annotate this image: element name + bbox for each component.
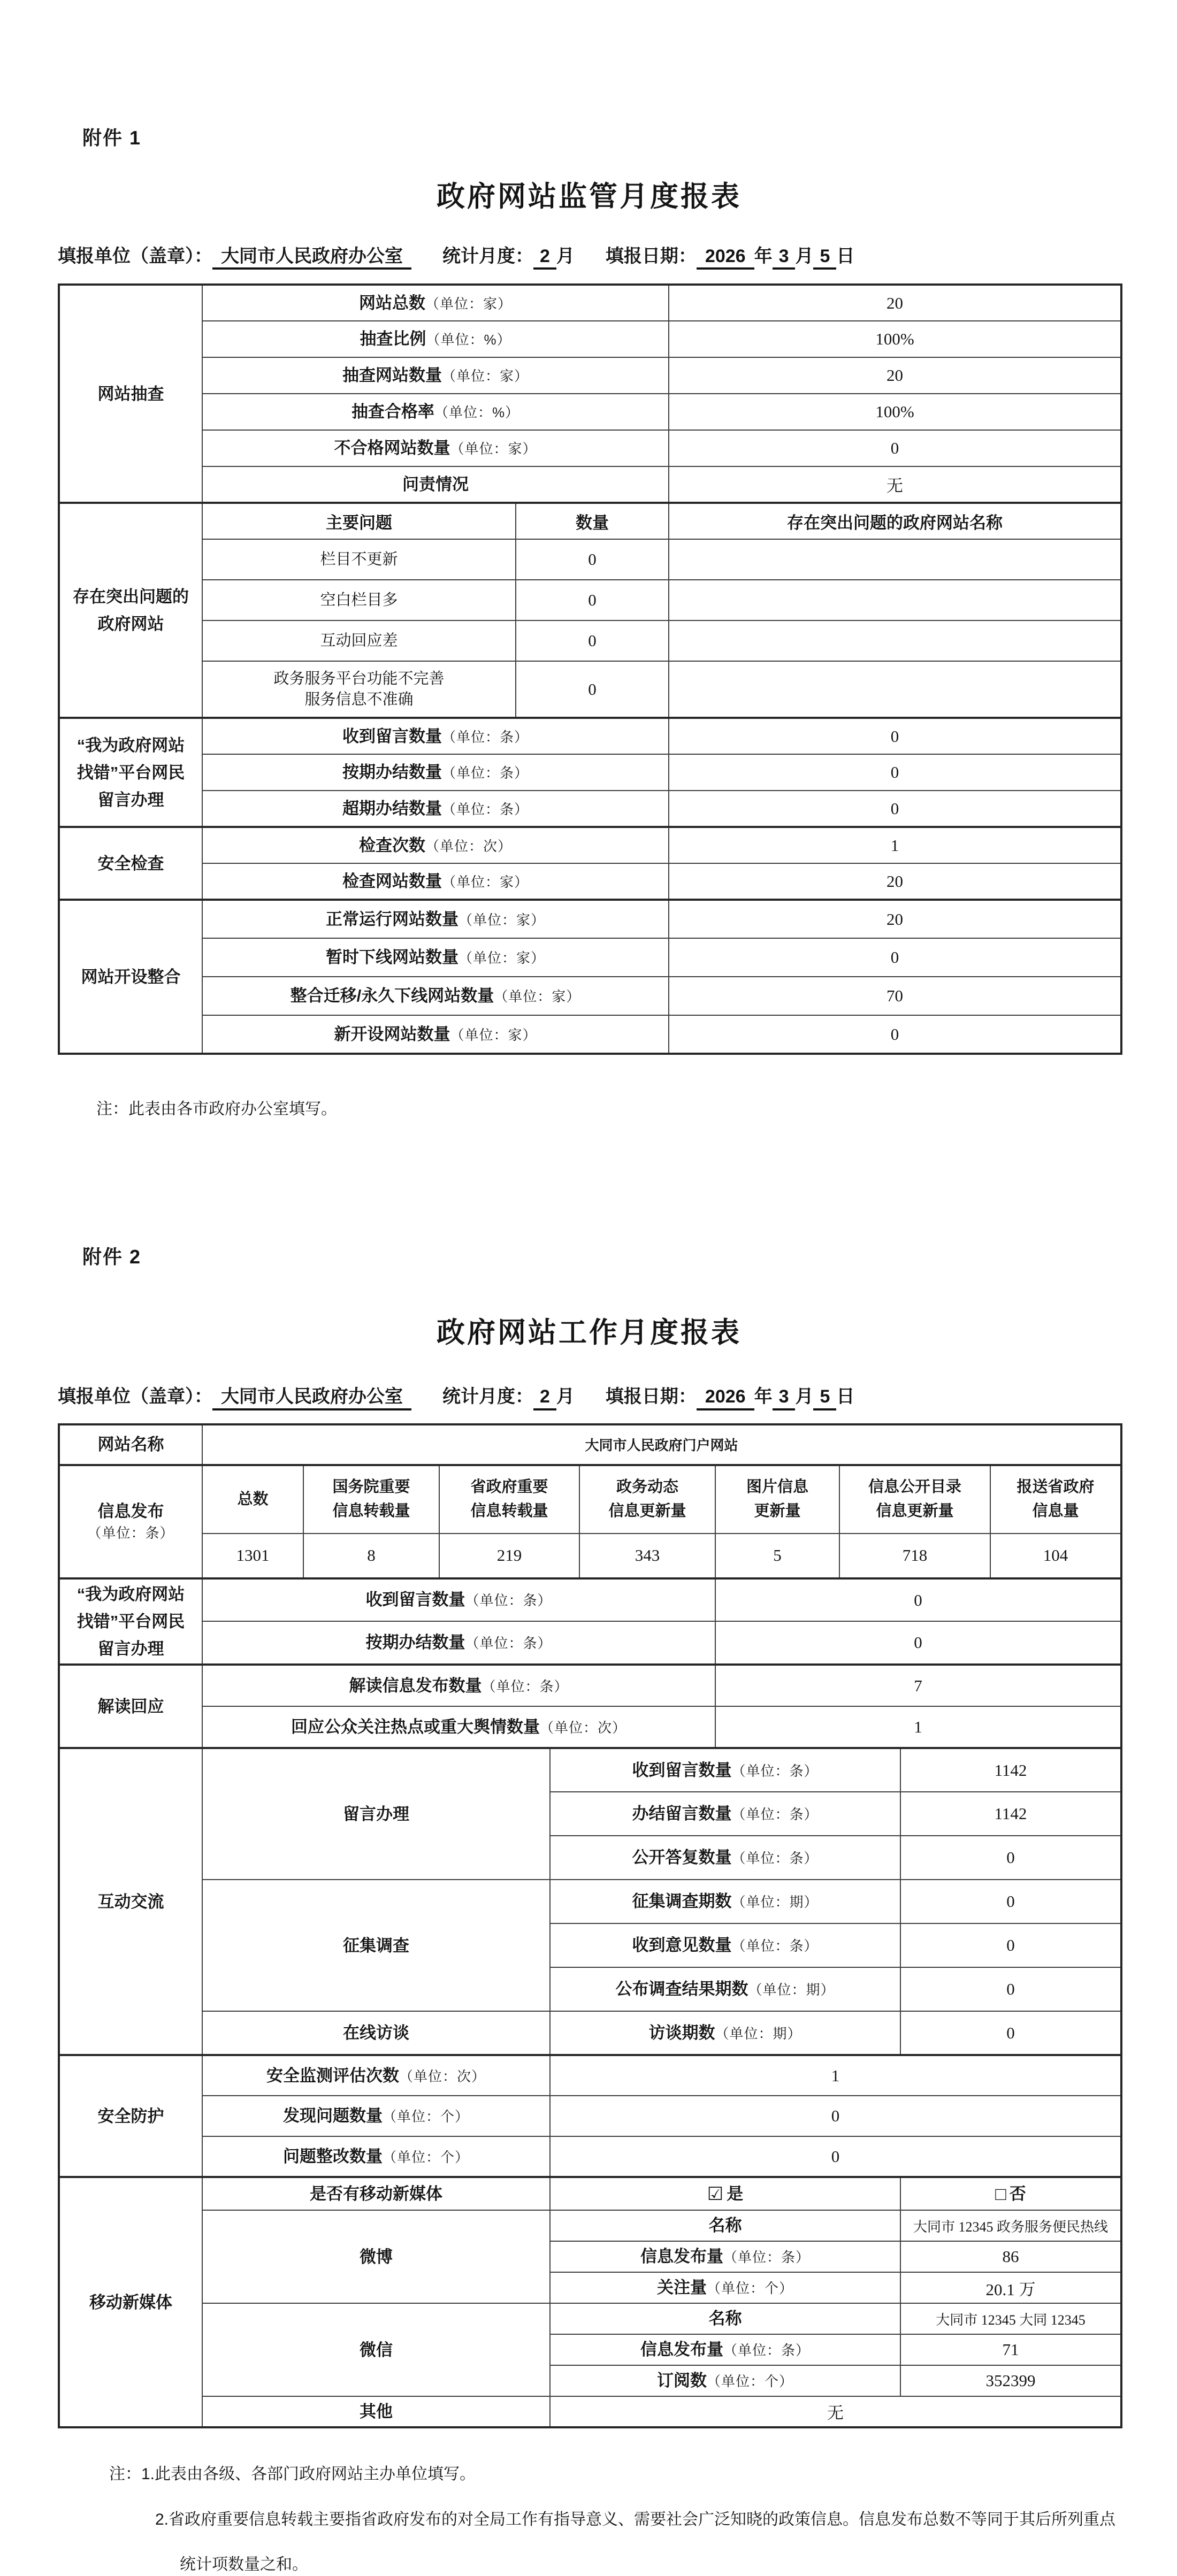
item-value: 0 xyxy=(900,1967,1121,2011)
item-unit: （单位：家） xyxy=(458,950,545,967)
col-header-line: 信息转载量 xyxy=(332,1502,410,1520)
item-cell xyxy=(202,754,669,791)
col-header-line: 信息更新量 xyxy=(608,1502,686,1520)
item-unit: （单位：条） xyxy=(482,1678,569,1695)
item-unit: （单位：条） xyxy=(441,765,529,781)
report1-day-value: 5 xyxy=(813,247,836,270)
problem-site-names xyxy=(669,539,1121,580)
item-value: 20 xyxy=(669,357,1121,394)
item-label: 收到留言数量 xyxy=(365,1590,465,1609)
publish-col-images xyxy=(715,1465,839,1534)
problem-count: 0 xyxy=(516,620,669,661)
item-value: 无 xyxy=(669,466,1121,503)
item-unit: （单位：条） xyxy=(465,1592,552,1609)
item-cell xyxy=(202,1015,669,1054)
item-label: 信息发布量 xyxy=(640,2247,723,2266)
report2-day-value: 5 xyxy=(813,1387,836,1410)
col-header-line: 报送省政府 xyxy=(1017,1478,1095,1496)
item-value: 0 xyxy=(715,1578,1121,1622)
item-cell xyxy=(202,466,669,503)
item-cell xyxy=(550,2210,900,2241)
col-header-line: 图片信息 xyxy=(746,1478,808,1496)
item-unit: （单位：条） xyxy=(731,1850,819,1867)
item-value: 0 xyxy=(900,2011,1121,2055)
item-label: 办结留言数量 xyxy=(632,1804,732,1823)
weibo-posts-value: 86 xyxy=(900,2241,1121,2272)
item-unit: （单位：次） xyxy=(425,838,512,854)
item-value: 0 xyxy=(669,791,1121,827)
publish-value-gov-news: 343 xyxy=(579,1534,715,1578)
item-label: 不合格网站数量 xyxy=(334,439,450,458)
t2-section-interaction xyxy=(58,1747,1122,2056)
item-cell xyxy=(550,1967,900,2011)
report1-unit-value: 大同市人民政府办公室 xyxy=(212,247,411,270)
item-value: 0 xyxy=(900,1880,1121,1923)
report1-unit-label: 填报单位（盖章）： xyxy=(58,246,212,266)
problem-item-line1: 政务服务平台功能不完善 xyxy=(273,670,445,687)
item-label: 检查网站数量 xyxy=(342,871,442,891)
item-label: 问题整改数量 xyxy=(282,2146,383,2166)
item-value: 0 xyxy=(550,2136,1121,2177)
t2-mobile-section-label: 移动新媒体 xyxy=(59,2177,202,2427)
item-cell xyxy=(202,863,669,900)
item-value: 70 xyxy=(669,977,1121,1015)
item-value: 0 xyxy=(669,754,1121,791)
item-label: 订阅数 xyxy=(656,2371,707,2390)
item-cell xyxy=(202,1578,715,1622)
item-unit: （单位：家） xyxy=(441,873,529,890)
report1-month-value: 2 xyxy=(533,247,556,270)
interaction-group-online-interview: 在线访谈 xyxy=(202,2011,550,2055)
publish-col-state-council xyxy=(303,1465,439,1534)
report1-year-value: 2026 xyxy=(697,247,754,270)
item-label: 抽查比例 xyxy=(360,329,426,349)
report2-year-value: 2026 xyxy=(697,1387,754,1410)
item-cell xyxy=(202,285,669,321)
item-cell xyxy=(550,1923,900,1967)
item-cell xyxy=(202,430,669,466)
col-header-line: 政务动态 xyxy=(616,1478,678,1496)
attachment1-label: 附件 1 xyxy=(82,127,142,149)
item-unit: （单位：家） xyxy=(425,295,512,312)
wechat-name-value: 大同市 12345 大同 12345 xyxy=(900,2303,1121,2334)
col-header-line: 信息公开目录 xyxy=(868,1478,961,1496)
item-label: 收到留言数量 xyxy=(342,726,442,746)
problem-item: 互动回应差 xyxy=(202,620,516,661)
item-value: 7 xyxy=(715,1665,1121,1706)
item-cell xyxy=(202,827,669,863)
weibo-followers-value: 20.1 万 xyxy=(900,2272,1121,2303)
t2-section-error-platform xyxy=(58,1577,1122,1666)
item-cell xyxy=(550,2241,900,2272)
item-label: 抽查合格率 xyxy=(351,402,434,421)
t2-publish-section-label xyxy=(59,1465,202,1578)
report2-date-label: 填报日期： xyxy=(605,1386,697,1407)
item-unit: （单位：条） xyxy=(465,1635,552,1652)
report1-table xyxy=(58,283,1120,1055)
report2-title: 政府网站工作月度报表 xyxy=(437,1317,742,1349)
col-header-line: 信息更新量 xyxy=(876,1502,954,1520)
item-label: 收到意见数量 xyxy=(632,1936,732,1955)
item-unit: （单位：家） xyxy=(450,441,537,457)
item-cell xyxy=(202,1665,715,1706)
item-unit: （单位：条） xyxy=(441,729,529,745)
note-line-2: 2.省政府重要信息转载主要指省政府发布的对全局工作有指导意义、需要社会广泛知晓的政策信息。信息发布总数不等同于其后所列重点 xyxy=(155,2510,1116,2528)
col-header-line: 总数 xyxy=(237,1490,269,1508)
item-cell xyxy=(550,2272,900,2303)
item-label: 按期办结数量 xyxy=(342,763,442,782)
item-value: 1 xyxy=(550,2055,1121,2096)
report2-unit-label: 填报单位（盖章）： xyxy=(58,1386,212,1407)
item-unit: （单位：条） xyxy=(731,1762,819,1779)
item-label: 回应公众关注热点或重大舆情数量 xyxy=(291,1717,540,1736)
mobile-other-label: 其他 xyxy=(202,2396,550,2427)
mobile-other-value: 无 xyxy=(550,2396,1121,2427)
t1-section-error-platform xyxy=(58,717,1122,828)
item-unit: （单位：家） xyxy=(494,988,581,1005)
publish-value-total: 1301 xyxy=(202,1534,303,1578)
item-label: 正常运行网站数量 xyxy=(325,909,458,929)
item-value: 0 xyxy=(669,938,1121,977)
item-unit: （单位：个） xyxy=(706,2373,793,2390)
item-label: 名称 xyxy=(708,2216,742,2235)
item-label: 问责情况 xyxy=(402,474,469,494)
item-value: 1 xyxy=(669,827,1121,863)
item-unit: （单位：条） xyxy=(731,1806,819,1823)
publish-value-open-directory: 718 xyxy=(839,1534,990,1578)
publish-value-provincial-gov: 219 xyxy=(439,1534,579,1578)
item-label: 解读信息发布数量 xyxy=(349,1676,482,1695)
t1-section-site-spotcheck xyxy=(58,283,1122,504)
t2-site-name-value: 大同市人民政府门户网站 xyxy=(202,1424,1121,1465)
problem-count: 0 xyxy=(516,539,669,580)
publish-label-line2: （单位：条） xyxy=(87,1525,174,1542)
item-unit: （单位：期） xyxy=(748,1982,835,1998)
report2-unit-value: 大同市人民政府办公室 xyxy=(212,1387,411,1410)
has-mobile-no-cell xyxy=(900,2177,1121,2210)
report1-year-unit: 年 xyxy=(754,246,773,266)
publish-col-submitted xyxy=(990,1465,1121,1534)
item-cell xyxy=(202,900,669,938)
item-label: 发现问题数量 xyxy=(282,2106,383,2126)
report1-day-unit: 日 xyxy=(836,246,855,266)
has-mobile-yes-label: 是 xyxy=(727,2184,744,2204)
item-label: 公布调查结果期数 xyxy=(615,1980,748,1999)
publish-col-gov-news xyxy=(579,1465,715,1534)
item-cell xyxy=(202,938,669,977)
item-value: 1142 xyxy=(900,1792,1121,1836)
item-value: 0 xyxy=(715,1621,1121,1665)
publish-value-state-council: 8 xyxy=(303,1534,439,1578)
report1-month-unit: 月 xyxy=(556,246,575,266)
item-label: 按期办结数量 xyxy=(365,1633,465,1652)
item-cell xyxy=(550,1880,900,1923)
item-cell xyxy=(202,2096,550,2136)
report2-day-month-value: 3 xyxy=(773,1387,796,1410)
item-unit: （单位：条） xyxy=(731,1938,819,1954)
item-cell xyxy=(202,394,669,430)
report1-note: 注：此表由各市政府办公室填写。 xyxy=(96,1100,337,1118)
item-unit: （单位：%） xyxy=(434,404,520,421)
report1-day-month-value: 3 xyxy=(773,247,796,270)
item-cell xyxy=(550,1836,900,1880)
item-value: 100% xyxy=(669,321,1121,357)
item-value: 1142 xyxy=(900,1748,1121,1792)
item-unit: （单位：家） xyxy=(458,911,545,928)
t1-security-section-label: 安全检查 xyxy=(59,827,202,900)
interaction-group-message-handling: 留言办理 xyxy=(202,1748,550,1880)
item-value: 1 xyxy=(715,1706,1121,1748)
checked-checkbox-icon: ☑ xyxy=(707,2184,724,2205)
has-mobile-yes-cell xyxy=(550,2177,900,2210)
t1-section-site-integration xyxy=(58,899,1122,1055)
item-cell xyxy=(202,718,669,754)
item-cell xyxy=(202,1706,715,1748)
has-mobile-no-label: 否 xyxy=(1009,2184,1026,2203)
note-line-3: 统计项数量之和。 xyxy=(180,2556,308,2574)
item-unit: （单位：次） xyxy=(539,1719,626,1736)
item-value: 0 xyxy=(669,430,1121,466)
item-cell xyxy=(550,2365,900,2396)
report2-day-month-unit: 月 xyxy=(795,1386,814,1407)
item-label: 关注量 xyxy=(656,2278,707,2297)
col-header-line: 国务院重要 xyxy=(332,1478,410,1496)
problem-count: 0 xyxy=(516,661,669,718)
item-label: 收到留言数量 xyxy=(632,1760,732,1780)
wechat-subscribers-value: 352399 xyxy=(900,2365,1121,2396)
report2-year-unit: 年 xyxy=(754,1386,773,1407)
item-unit: （单位：家） xyxy=(450,1026,537,1043)
t1-spotcheck-section-label: 网站抽查 xyxy=(59,285,202,503)
report1-date-label: 填报日期： xyxy=(605,246,697,266)
col-header-line: 信息量 xyxy=(1032,1502,1079,1520)
item-label: 公开答复数量 xyxy=(632,1848,732,1867)
t2-section-security-protection xyxy=(58,2054,1122,2178)
report1-day-month-unit: 月 xyxy=(795,246,814,266)
item-label: 抽查网站数量 xyxy=(342,366,442,385)
t2-feedback-section-label: “我为政府网站找错”平台网民留言办理 xyxy=(59,1578,202,1665)
report1-header-line xyxy=(58,241,1120,270)
report2-month-value: 2 xyxy=(533,1387,556,1410)
item-unit: （单位：家） xyxy=(441,368,529,385)
item-value: 0 xyxy=(900,1836,1121,1880)
item-value: 0 xyxy=(669,718,1121,754)
t2-interaction-section-label: 互动交流 xyxy=(59,1748,202,2055)
problem-site-names xyxy=(669,580,1121,620)
mobile-group-wechat: 微信 xyxy=(202,2303,550,2396)
report1-month-label: 统计月度： xyxy=(442,246,533,266)
t1-integration-section-label: 网站开设整合 xyxy=(59,900,202,1054)
item-value: 20 xyxy=(669,285,1121,321)
item-cell xyxy=(202,791,669,827)
item-value: 20 xyxy=(669,863,1121,900)
report2-table xyxy=(58,1423,1120,2428)
publish-col-provincial-gov xyxy=(439,1465,579,1534)
t1-section-security-check xyxy=(58,826,1122,901)
report2-month-label: 统计月度： xyxy=(442,1386,533,1407)
note-line-1: 注：1.此表由各级、各部门政府网站主办单位填写。 xyxy=(109,2465,476,2483)
item-value: 0 xyxy=(669,1015,1121,1054)
item-cell xyxy=(202,1621,715,1665)
report1-title: 政府网站监管月度报表 xyxy=(437,181,742,212)
item-value: 0 xyxy=(900,1923,1121,1967)
publish-label-line1: 信息发布 xyxy=(97,1502,164,1521)
item-cell xyxy=(550,2303,900,2334)
item-cell xyxy=(202,357,669,394)
publish-col-open-directory xyxy=(839,1465,990,1534)
item-value: 100% xyxy=(669,394,1121,430)
item-unit: （单位：次） xyxy=(399,2068,486,2084)
problem-item: 栏目不更新 xyxy=(202,539,516,580)
item-cell xyxy=(202,321,669,357)
has-mobile-media-label: 是否有移动新媒体 xyxy=(202,2177,550,2210)
problems-col-header-names: 存在突出问题的政府网站名称 xyxy=(669,503,1121,539)
problems-col-header-problem: 主要问题 xyxy=(202,503,516,539)
col-header-line: 更新量 xyxy=(754,1502,801,1520)
item-label: 整合迁移/永久下线网站数量 xyxy=(290,986,494,1006)
problem-count: 0 xyxy=(516,580,669,620)
wechat-posts-value: 71 xyxy=(900,2334,1121,2365)
item-label: 新开设网站数量 xyxy=(334,1024,450,1044)
item-cell xyxy=(202,2136,550,2177)
item-cell xyxy=(550,1792,900,1836)
problems-col-header-count: 数量 xyxy=(516,503,669,539)
item-unit: （单位：个） xyxy=(382,2149,469,2165)
item-label: 信息发布量 xyxy=(640,2340,723,2359)
item-unit: （单位：个） xyxy=(382,2109,469,2125)
report2-day-unit: 日 xyxy=(836,1386,855,1407)
item-label: 访谈期数 xyxy=(648,2023,715,2042)
t2-site-name-label: 网站名称 xyxy=(59,1424,202,1465)
item-cell xyxy=(550,2334,900,2365)
t1-section-problem-sites xyxy=(58,502,1122,719)
item-label: 网站总数 xyxy=(358,293,425,312)
item-unit: （单位：%） xyxy=(426,332,511,348)
item-cell xyxy=(550,1748,900,1792)
item-cell xyxy=(202,977,669,1015)
report2-header-line xyxy=(58,1382,1120,1410)
item-unit: （单位：期） xyxy=(715,2025,802,2042)
item-unit: （单位：期） xyxy=(731,1894,819,1911)
t1-problems-section-label: 存在突出问题的政府网站 xyxy=(59,503,202,718)
col-header-line: 信息转载量 xyxy=(470,1502,548,1520)
problem-item: 空白栏目多 xyxy=(202,580,516,620)
problem-site-names xyxy=(669,620,1121,661)
t2-section-mobile-media xyxy=(58,2176,1122,2428)
item-label: 暂时下线网站数量 xyxy=(325,948,458,967)
problem-item-line2: 服务信息不准确 xyxy=(304,691,414,708)
item-label: 征集调查期数 xyxy=(632,1892,732,1911)
problem-item xyxy=(202,661,516,718)
problem-site-names xyxy=(669,661,1121,718)
t2-interpretation-section-label: 解读回应 xyxy=(59,1665,202,1748)
t1-feedback-section-label: “我为政府网站找错”平台网民留言办理 xyxy=(59,718,202,827)
t2-section-info-publish xyxy=(58,1464,1122,1580)
attachment2-label: 附件 2 xyxy=(82,1246,142,1268)
unchecked-checkbox-icon: □ xyxy=(995,2183,1006,2204)
item-label: 检查次数 xyxy=(358,835,425,855)
publish-value-images: 5 xyxy=(715,1534,839,1578)
t2-section-interpretation xyxy=(58,1663,1122,1749)
item-value: 0 xyxy=(550,2096,1121,2136)
item-label: 安全监测评估次数 xyxy=(266,2066,399,2085)
weibo-name-value: 大同市 12345 政务服务便民热线 xyxy=(900,2210,1121,2241)
mobile-group-weibo: 微博 xyxy=(202,2210,550,2303)
item-unit: （单位：个） xyxy=(706,2280,793,2297)
publish-value-submitted: 104 xyxy=(990,1534,1121,1578)
report2-month-unit: 月 xyxy=(556,1386,575,1407)
item-label: 超期办结数量 xyxy=(342,799,442,818)
item-unit: （单位：条） xyxy=(723,2249,810,2266)
publish-col-total xyxy=(202,1465,303,1534)
item-cell xyxy=(202,2055,550,2096)
item-unit: （单位：条） xyxy=(441,801,529,817)
col-header-line: 省政府重要 xyxy=(470,1478,548,1496)
item-label: 名称 xyxy=(708,2309,742,2328)
item-unit: （单位：条） xyxy=(723,2342,810,2359)
t2-protection-section-label: 安全防护 xyxy=(59,2055,202,2177)
t2-section-site-name xyxy=(58,1423,1122,1466)
item-value: 20 xyxy=(669,900,1121,938)
interaction-group-survey: 征集调查 xyxy=(202,1880,550,2011)
item-cell xyxy=(550,2011,900,2055)
report2-notes xyxy=(109,2464,1177,2576)
